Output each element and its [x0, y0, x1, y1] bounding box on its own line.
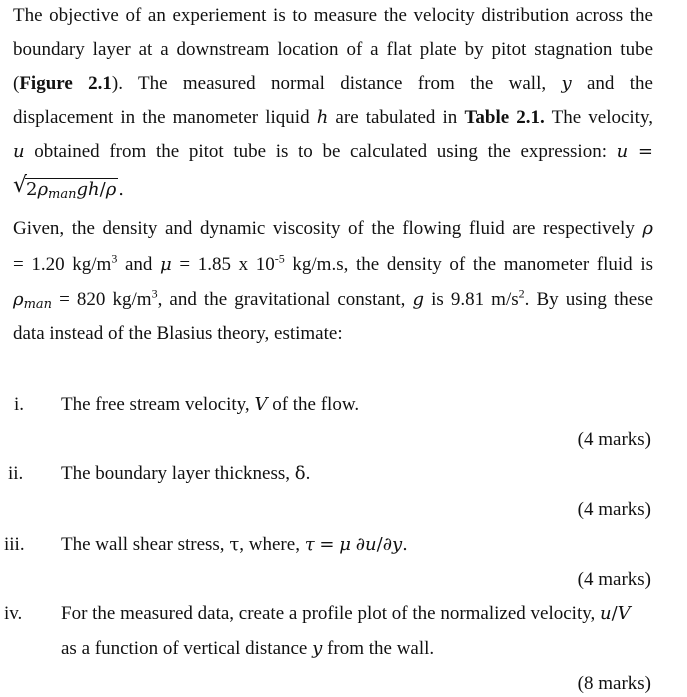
velocity-formula: √ 2ρmangh/ρ .	[13, 173, 125, 202]
question-4-number: iv.	[4, 603, 23, 624]
intro-line-2: boundary layer at a downstream location of a flat plate by pitot stagnation tube	[13, 39, 653, 60]
intro-line-1: The objective of an experiement is to measure the velocity distribution across the	[13, 5, 653, 26]
given-line-3: ρman = 820 $kg/m^3$, and the gravitational constant, g is 9.81 $m/s^2$. By using these	[13, 286, 654, 312]
question-1-number: i.	[14, 394, 25, 415]
intro-line-3: (Figure 2.1). The measured normal distance from the wall, y and the	[13, 73, 653, 94]
question-3-text: The wall shear stress, τ, where, τ = μ ∂u/∂y.	[61, 534, 408, 555]
question-4-marks: (8 marks)	[577, 673, 651, 694]
given-line-1: Given, the density and dynamic viscosity of the flowing fluid are respectively ρ	[13, 218, 653, 239]
question-1-text: The free stream velocity, V of the flow.	[61, 394, 360, 415]
question-3-marks: (4 marks)	[577, 569, 651, 590]
intro-line-5: u obtained from the pitot tube is to be calculated using the expression: u =	[13, 141, 653, 162]
question-2-marks: (4 marks)	[577, 499, 651, 520]
given-line-4: data instead of the Blasius theory, estimate:	[13, 323, 343, 344]
given-line-2: = 1.20 $kg/m^3$ and μ = 1.85 x $10^{-5}$ kg/m.s, the density of the manometer fluid is	[13, 251, 653, 275]
intro-line-4: displacement in the manometer liquid h are tabulated in Table 2.1. The velocity,	[13, 107, 653, 128]
question-4-text-line-2: as a function of vertical distance y from the wall.	[61, 638, 435, 659]
question-2-text: The boundary layer thickness, δ.	[61, 463, 311, 484]
question-4-text-line-1: For the measured data, create a profile plot of the normalized velocity, u/V	[61, 603, 631, 624]
question-2-number: ii.	[8, 463, 24, 484]
question-1-marks: (4 marks)	[577, 429, 651, 450]
question-3-number: iii.	[4, 534, 25, 555]
